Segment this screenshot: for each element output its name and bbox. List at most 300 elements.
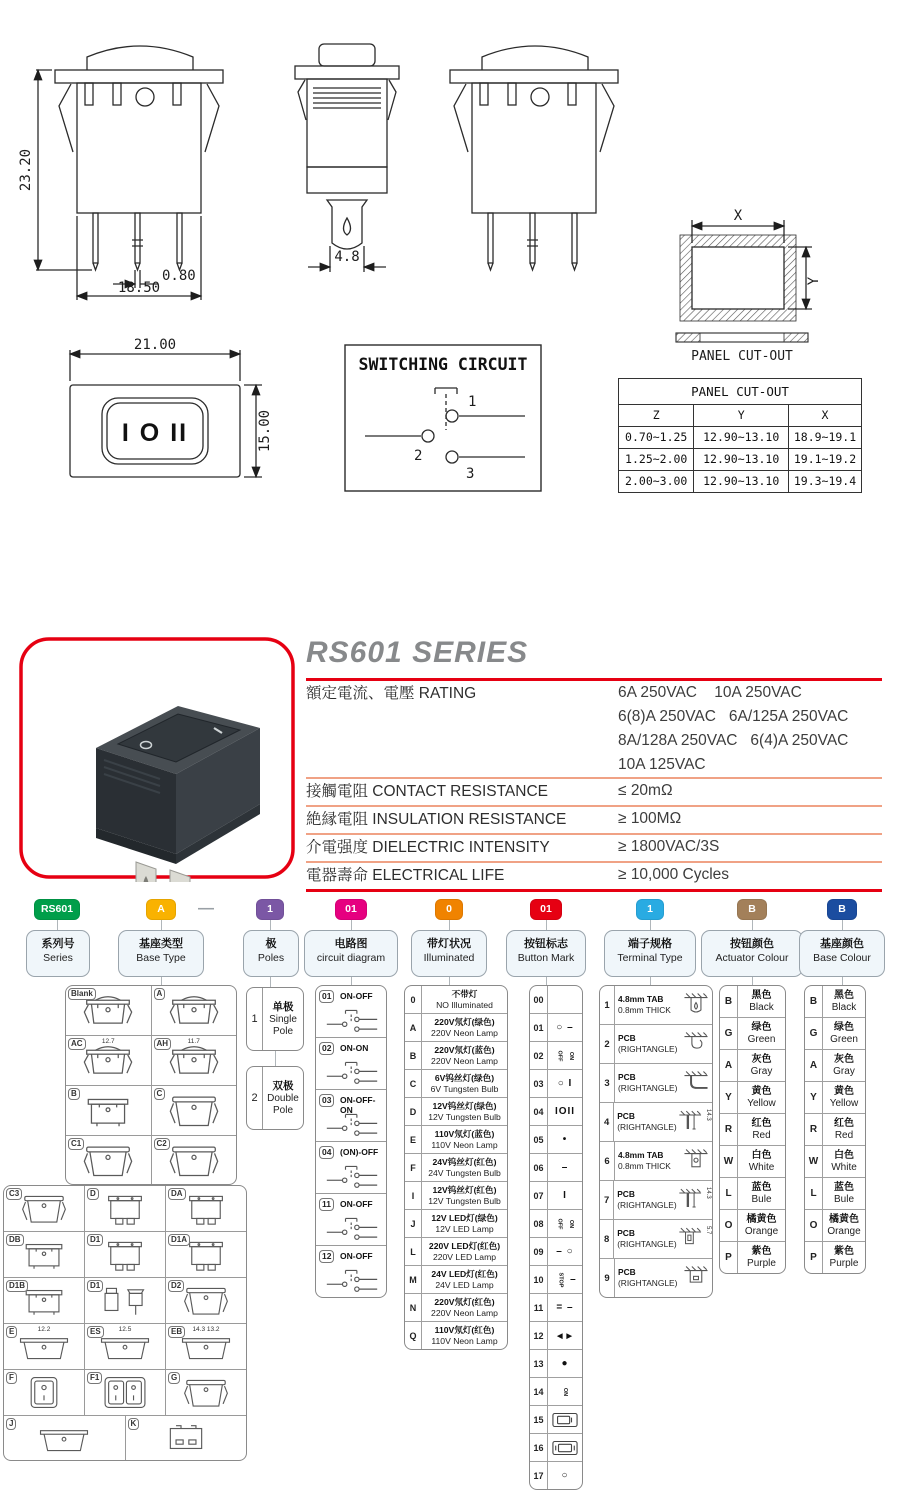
actuator-colour-zh: 白色: [751, 1150, 772, 1161]
circuit-option-row: [316, 1194, 386, 1246]
button-mark-text: –: [561, 1162, 569, 1173]
base-colour-text: [823, 1146, 865, 1177]
base-type-dimension: 11.7: [187, 1038, 200, 1045]
ordering-code-badge-button-mark: 01: [530, 899, 562, 920]
base-type-cell: [85, 1370, 166, 1415]
illuminated-option-text: [422, 1070, 507, 1097]
base-type-label: F: [6, 1372, 17, 1384]
circuit-option-row: [316, 1038, 386, 1090]
switch-drawing-icon: [13, 1328, 75, 1365]
base-type-label: DB: [6, 1234, 24, 1246]
circuit-terminal-3: 3: [466, 466, 475, 482]
base-type-row: [66, 1036, 236, 1086]
button-mark-row: [530, 1098, 582, 1126]
button-mark-symbol: [548, 1126, 582, 1153]
illuminated-option-code: C: [405, 1070, 422, 1097]
button-mark-code: 17: [530, 1462, 548, 1489]
switch-drawing-icon: [159, 1090, 229, 1131]
ordering-code-badge-illuminated: 0: [435, 899, 463, 920]
ordering-label-base-type: 基座类型 Base Type: [118, 930, 204, 977]
illuminated-option-code: I: [405, 1182, 422, 1209]
base-type-dimension: 14.3 13.2: [192, 1326, 220, 1333]
dim-pin-label: 0.80: [162, 268, 196, 284]
actuator-colour-code: A: [720, 1050, 738, 1081]
switch-drawing-icon: [175, 1374, 237, 1411]
button-mark-rotated-text: ON: [568, 1219, 575, 1228]
terminal-option-line1: 4.8mm TAB: [618, 1150, 664, 1160]
illuminated-option-zh: 24V钨丝灯(红色): [432, 1157, 497, 1167]
dim-height-label: 23.20: [18, 148, 34, 192]
base-type-cell: [85, 1232, 166, 1277]
panel-cutout-drawing: [676, 208, 822, 364]
base-type-cell: [66, 986, 152, 1035]
illuminated-option-en: 110V Neon Lamp: [431, 1335, 498, 1346]
panel-cutout-caption: PANEL CUT-OUT: [691, 349, 793, 364]
circuit-option-label: (ON)-OFF: [340, 1147, 379, 1157]
button-mark-symbol: [548, 1406, 582, 1433]
button-mark-symbol: [548, 1462, 582, 1489]
illuminated-option-code: N: [405, 1294, 422, 1321]
button-mark-text: –: [570, 1274, 577, 1285]
base-type-cell: [152, 1036, 237, 1085]
button-mark-symbol: [548, 1294, 582, 1321]
base-type-label: C1: [68, 1138, 84, 1150]
terminal-option-row: [600, 1142, 712, 1181]
base-type-row: [66, 1136, 236, 1185]
illuminated-option-zh: 220V氖灯(红色): [434, 1297, 495, 1307]
ordering-label-series: 系列号 Series: [26, 930, 90, 977]
switch-drawing-icon: [151, 1420, 221, 1457]
button-mark-text: I: [563, 1190, 567, 1201]
circuit-option-code: 01: [319, 990, 334, 1003]
actuator-colour-row: [720, 1018, 785, 1050]
button-mark-symbol: [548, 1266, 582, 1293]
switch-front-drawing: [18, 46, 223, 300]
terminal-option-text: [614, 1220, 676, 1258]
terminal-drawing-icon: [682, 1029, 710, 1059]
terminal-option-line2: (RIGHTANGLE): [617, 1239, 677, 1249]
illuminated-option-code: J: [405, 1210, 422, 1237]
button-mark-text: = –: [556, 1302, 574, 1313]
circuit-option-label: ON-OFF: [340, 1199, 373, 1209]
base-type-cell: [166, 1186, 246, 1231]
button-mark-code: 02: [530, 1042, 548, 1069]
base-type-label: ES: [87, 1326, 104, 1338]
button-mark-row: [530, 986, 582, 1014]
ordering-code-badge-actuator-colour: B: [737, 899, 767, 920]
illuminated-option-zh: 220V氖灯(蓝色): [434, 1045, 495, 1055]
base-colour-text: [823, 1050, 865, 1081]
ordering-code-badge-base-colour: B: [827, 899, 857, 920]
button-mark-symbol: [548, 1070, 582, 1097]
terminal-option-text: [615, 986, 682, 1024]
illuminated-option-text: [422, 1154, 507, 1181]
base-type-label: D1A: [168, 1234, 190, 1246]
actuator-colour-zh: 黑色: [751, 990, 772, 1001]
actuator-colour-en: White: [748, 1162, 775, 1173]
base-type-cell: [152, 986, 237, 1035]
circuit-schematic-icon: [320, 1268, 384, 1294]
button-mark-symbol: [548, 1042, 582, 1069]
base-type-cell: [4, 1324, 85, 1369]
switch-drawing-icon: [73, 1090, 143, 1131]
base-colour-text: [823, 1082, 865, 1113]
illuminated-option-text: [422, 986, 507, 1013]
base-type-row: [4, 1232, 246, 1278]
base-type-label: D1: [87, 1234, 103, 1246]
base-type-cell: [66, 1136, 152, 1185]
base-colour-text: [823, 1114, 865, 1145]
illuminated-option-row: [405, 986, 507, 1014]
button-mark-text: ◀ ▶: [557, 1332, 573, 1340]
switch-front-drawing-2: [450, 46, 618, 270]
terminal-option-row: [600, 1064, 712, 1103]
spec-value: ≥ 100MΩ: [618, 810, 682, 827]
spec-value: ≥ 10,000 Cycles: [618, 866, 730, 883]
button-mark-code: 09: [530, 1238, 548, 1265]
actuator-colour-row: [720, 1146, 785, 1178]
base-type-cell: [166, 1232, 246, 1277]
button-mark-table: [529, 985, 583, 1490]
actuator-colour-text: [738, 1050, 785, 1081]
actuator-colour-row: [720, 1050, 785, 1082]
base-colour-text: [823, 1242, 865, 1273]
button-mark-rotated-text: ON: [562, 1387, 568, 1396]
switch-drawing-icon: [29, 1420, 99, 1457]
base-type-cell: [4, 1232, 85, 1277]
illuminated-option-code: L: [405, 1238, 422, 1265]
button-mark-row: [530, 1378, 582, 1406]
circuit-schematic-icon: [320, 1008, 384, 1034]
circuit-option-label: ON-OFF-ON: [340, 1095, 376, 1115]
base-type-label: Blank: [68, 988, 96, 1000]
button-mark-row: [530, 1350, 582, 1378]
terminal-option-line2: 0.8mm THICK: [618, 1005, 671, 1015]
illuminated-option-en: 24V LED Lamp: [435, 1279, 494, 1290]
illuminated-option-row: [405, 1322, 507, 1349]
terminal-option-code: 1: [600, 986, 615, 1024]
button-mark-row: [530, 1042, 582, 1070]
button-mark-row: [530, 1182, 582, 1210]
ordering-code-badge-terminal: 1: [636, 899, 664, 920]
terminal-option-code: 2: [600, 1025, 615, 1063]
base-type-grid-lower: [3, 1185, 247, 1461]
terminal-option-line2: (RIGHTANGLE): [617, 1200, 677, 1210]
base-type-label: F1: [87, 1372, 102, 1384]
terminal-option-line1: PCB: [618, 1072, 636, 1082]
button-mark-text: IOII: [554, 1106, 576, 1117]
illuminated-option-row: [405, 1098, 507, 1126]
panel-table-row: 2.00~3.00 12.90~13.10 19.3~19.4: [619, 471, 861, 492]
terminal-option-line1: PCB: [617, 1189, 635, 1199]
spec-label: 絶縁電阻 INSULATION RESISTANCE: [306, 811, 567, 828]
actuator-colour-row: [720, 986, 785, 1018]
terminal-option-line2: (RIGHTANGLE): [618, 1278, 678, 1288]
dim-front-width-label: 21.00: [133, 337, 177, 353]
terminal-option-line2: (RIGHTANGLE): [618, 1083, 678, 1093]
base-type-cell: [4, 1416, 126, 1461]
base-colour-row: [805, 1210, 865, 1242]
button-mark-symbol: [548, 1098, 582, 1125]
base-type-cell: [85, 1278, 166, 1323]
terminal-option-line2: 0.8mm THICK: [618, 1161, 671, 1171]
spec-label: 接觸電阻 CONTACT RESISTANCE: [306, 783, 548, 800]
base-colour-en: Green: [830, 1034, 858, 1045]
terminal-option-code: 9: [600, 1259, 615, 1297]
product-photo: [18, 636, 296, 882]
switch-drawing-icon: [175, 1282, 237, 1319]
base-colour-zh: 蓝色: [834, 1182, 854, 1193]
switch-face-drawing: [70, 337, 273, 477]
switch-drawing-icon: [13, 1374, 75, 1411]
ordering-label-button-mark: 按钮标志 Button Mark: [506, 930, 586, 977]
actuator-colour-text: [738, 1210, 785, 1241]
ordering-code-badge-series: RS601: [34, 899, 80, 920]
actuator-colour-code: B: [720, 986, 738, 1017]
panel-table-title: PANEL CUT-OUT: [619, 379, 861, 405]
button-mark-code: 12: [530, 1322, 548, 1349]
switch-side-drawing: [295, 44, 399, 272]
terminal-option-text: [614, 1181, 676, 1219]
circuit-option-code: 11: [319, 1198, 334, 1211]
terminal-drawing-icon: [682, 1068, 710, 1098]
base-type-cell: [85, 1186, 166, 1231]
terminal-type-table: [599, 985, 713, 1298]
spec-label: 電器壽命 ELECTRICAL LIFE: [306, 867, 505, 884]
illuminated-option-row: [405, 1154, 507, 1182]
ordering-label-poles: 极 Poles: [243, 930, 299, 977]
illuminated-option-text: [422, 1126, 507, 1153]
switch-drawing-icon: [94, 1190, 156, 1227]
illuminated-option-code: D: [405, 1098, 422, 1125]
base-colour-en: Bule: [833, 1194, 854, 1205]
base-type-cell: [166, 1370, 246, 1415]
base-type-label: J: [6, 1418, 16, 1430]
circuit-option-code: 12: [319, 1250, 334, 1263]
terminal-drawing-icon: [677, 1224, 703, 1254]
base-type-cell: [4, 1186, 85, 1231]
circuit-schematic-icon: [320, 1164, 384, 1190]
illuminated-option-text: [422, 1182, 507, 1209]
switch-drawing-icon: [159, 990, 229, 1031]
base-colour-en: Orange: [827, 1226, 861, 1237]
base-colour-zh: 紫色: [834, 1246, 854, 1257]
button-mark-text: ●: [561, 1358, 569, 1369]
base-type-row: [4, 1278, 246, 1324]
illuminated-option-en: 220V Neon Lamp: [431, 1307, 498, 1318]
button-mark-row: [530, 1434, 582, 1462]
base-type-label: G: [168, 1372, 180, 1384]
base-type-dimension: 12.5: [118, 1326, 132, 1333]
illuminated-option-zh: 12V LED灯(绿色): [431, 1213, 498, 1223]
illuminated-option-zh: 24V LED灯(红色): [431, 1269, 498, 1279]
button-mark-rotated-text: OFF: [556, 1050, 563, 1061]
base-type-cell: [4, 1278, 85, 1323]
circuit-option-row: [316, 1246, 386, 1297]
actuator-colour-table: [719, 985, 786, 1274]
actuator-colour-code: G: [720, 1018, 738, 1049]
button-mark-row: [530, 1322, 582, 1350]
base-colour-zh: 黄色: [834, 1086, 854, 1097]
base-colour-en: Yellow: [829, 1098, 859, 1109]
actuator-colour-row: [720, 1242, 785, 1273]
illuminated-option-row: [405, 1126, 507, 1154]
spec-value: 6A 250VAC 10A 250VAC: [618, 684, 802, 701]
button-mark-text: •: [562, 1134, 568, 1145]
button-mark-code: 15: [530, 1406, 548, 1433]
actuator-colour-text: [738, 1146, 785, 1177]
button-mark-code: 03: [530, 1070, 548, 1097]
switch-drawing-icon: [94, 1374, 156, 1411]
spec-value: 6(8)A 250VAC 6A/125A 250VAC: [618, 708, 849, 725]
base-colour-en: White: [831, 1162, 857, 1173]
base-colour-zh: 白色: [834, 1150, 854, 1161]
terminal-option-row: [600, 1220, 712, 1259]
illuminated-option-en: 12V Tungsten Bulb: [428, 1111, 501, 1122]
button-mark-symbol: [548, 1154, 582, 1181]
base-colour-en: Black: [831, 1002, 857, 1013]
actuator-colour-zh: 绿色: [751, 1022, 772, 1033]
terminal-dimension: 14.3: [705, 1187, 711, 1199]
terminal-option-line1: 4.8mm TAB: [618, 994, 664, 1004]
button-mark-row: [530, 1462, 582, 1489]
illuminated-option-zh: 不带灯: [451, 989, 478, 999]
illuminated-option-zh: 110V氖灯(蓝色): [434, 1129, 495, 1139]
actuator-colour-text: [738, 1082, 785, 1113]
illuminated-option-en: 220V LED Lamp: [432, 1251, 497, 1262]
illuminated-option-text: [422, 1294, 507, 1321]
spec-label: 介電强度 DIELECTRIC INTENSITY: [306, 839, 550, 856]
terminal-option-line2: (RIGHTANGLE): [617, 1122, 677, 1132]
series-title: RS601 SERIES: [306, 636, 529, 669]
base-type-label: K: [128, 1418, 140, 1430]
ordering-code-badge-poles: 1: [256, 899, 284, 920]
terminal-drawing-icon: [677, 1107, 703, 1137]
rocker-switch-pictogram-icon: [552, 1412, 578, 1428]
base-colour-en: Gray: [833, 1066, 855, 1077]
circuit-terminal-2: 2: [414, 448, 423, 464]
button-mark-code: 11: [530, 1294, 548, 1321]
base-colour-row: [805, 1082, 865, 1114]
terminal-drawing-icon: [682, 990, 710, 1020]
rocker-switch-pictogram-icon: [552, 1440, 578, 1456]
base-type-cell: [152, 1136, 237, 1185]
circuit-option-row: [316, 1090, 386, 1142]
panel-table-row: 0.70~1.25 12.90~13.10 18.9~19.1: [619, 427, 861, 449]
spec-row-dielectric-intensity: [306, 833, 882, 861]
base-type-label: D1B: [6, 1280, 28, 1292]
actuator-colour-row: [720, 1210, 785, 1242]
actuator-colour-en: Yellow: [747, 1098, 776, 1109]
base-colour-table: [804, 985, 866, 1274]
terminal-drawing-icon: [677, 1185, 703, 1215]
base-colour-code: W: [805, 1146, 823, 1177]
dim-front-height-label: 15.00: [257, 409, 273, 453]
base-colour-row: [805, 1114, 865, 1146]
circuit-schematic-icon: [320, 1112, 384, 1138]
terminal-option-line2: (RIGHTANGLE): [618, 1044, 678, 1054]
illuminated-option-text: [422, 1238, 507, 1265]
circuit-option-label: ON-OFF: [340, 991, 373, 1001]
terminal-dimension: 14.3: [705, 1109, 711, 1121]
actuator-colour-text: [738, 1178, 785, 1209]
illuminated-option-en: 220V Neon Lamp: [431, 1027, 498, 1038]
actuator-colour-en: Bule: [751, 1194, 772, 1205]
terminal-option-row: [600, 986, 712, 1025]
ordering-label-base-colour: 基座颜色 Base Colour: [799, 930, 885, 977]
actuator-colour-en: Orange: [744, 1226, 779, 1237]
illuminated-option-zh: 220V氖灯(绿色): [434, 1017, 495, 1027]
ordering-label-terminal: 端子规格 Terminal Type: [604, 930, 696, 977]
button-mark-code: 07: [530, 1182, 548, 1209]
ordering-label-illuminated: 带灯状况 Illuminated: [411, 930, 487, 977]
illuminated-option-zh: 12V钨丝灯(绿色): [432, 1101, 497, 1111]
actuator-colour-row: [720, 1114, 785, 1146]
terminal-option-row: [600, 1259, 712, 1297]
illuminated-table: [404, 985, 508, 1350]
terminal-option-line1: PCB: [617, 1111, 635, 1121]
button-mark-symbol: [548, 1350, 582, 1377]
base-type-label: C: [154, 1088, 166, 1100]
button-mark-code: 00: [530, 986, 548, 1013]
base-type-cell: [66, 1036, 152, 1085]
terminal-option-text: [614, 1103, 676, 1141]
base-colour-en: Red: [834, 1130, 854, 1141]
terminal-option-code: 3: [600, 1064, 615, 1102]
circuit-option-label: ON-OFF: [340, 1251, 373, 1261]
button-mark-row: [530, 1014, 582, 1042]
cutout-x-label: X: [733, 208, 743, 224]
actuator-colour-zh: 橘黄色: [746, 1214, 777, 1225]
button-mark-code: 10: [530, 1266, 548, 1293]
switch-drawing-icon: [94, 1282, 156, 1319]
spec-row-insulation-resistance: [306, 805, 882, 833]
terminal-option-code: 8: [600, 1220, 614, 1258]
actuator-colour-code: O: [720, 1210, 738, 1241]
button-mark-symbol: [548, 1322, 582, 1349]
terminal-option-text: [615, 1142, 682, 1180]
base-type-dimension: 12.7: [101, 1038, 115, 1045]
base-colour-code: L: [805, 1178, 823, 1209]
illuminated-option-code: F: [405, 1154, 422, 1181]
base-colour-text: [823, 1178, 865, 1209]
button-mark-code: 05: [530, 1126, 548, 1153]
spec-row-electrical-life: [306, 861, 882, 889]
button-mark-rotated-text: OFF: [556, 1218, 563, 1229]
illuminated-option-en: NO Illuminated: [436, 999, 493, 1010]
panel-col-x: X: [821, 408, 829, 422]
circuit-diagram-table: [315, 985, 387, 1298]
button-mark-text: – ○: [556, 1246, 574, 1257]
button-mark-symbol: [548, 1210, 582, 1237]
base-colour-zh: 黑色: [834, 990, 854, 1001]
illuminated-option-code: Q: [405, 1322, 422, 1349]
base-colour-code: P: [805, 1242, 823, 1273]
button-mark-text: ○: [561, 1470, 569, 1481]
base-type-row: [66, 1086, 236, 1136]
actuator-colour-en: Purple: [747, 1258, 776, 1269]
button-mark-rotated-text: ON: [568, 1051, 575, 1060]
base-colour-row: [805, 1146, 865, 1178]
button-mark-symbol: [548, 1378, 582, 1405]
illuminated-option-row: [405, 1238, 507, 1266]
spec-value: ≥ 1800VAC/3S: [618, 838, 720, 855]
button-mark-code: 06: [530, 1154, 548, 1181]
base-colour-code: O: [805, 1210, 823, 1241]
actuator-colour-code: P: [720, 1242, 738, 1273]
spec-table: [306, 678, 882, 892]
illuminated-option-row: [405, 1070, 507, 1098]
